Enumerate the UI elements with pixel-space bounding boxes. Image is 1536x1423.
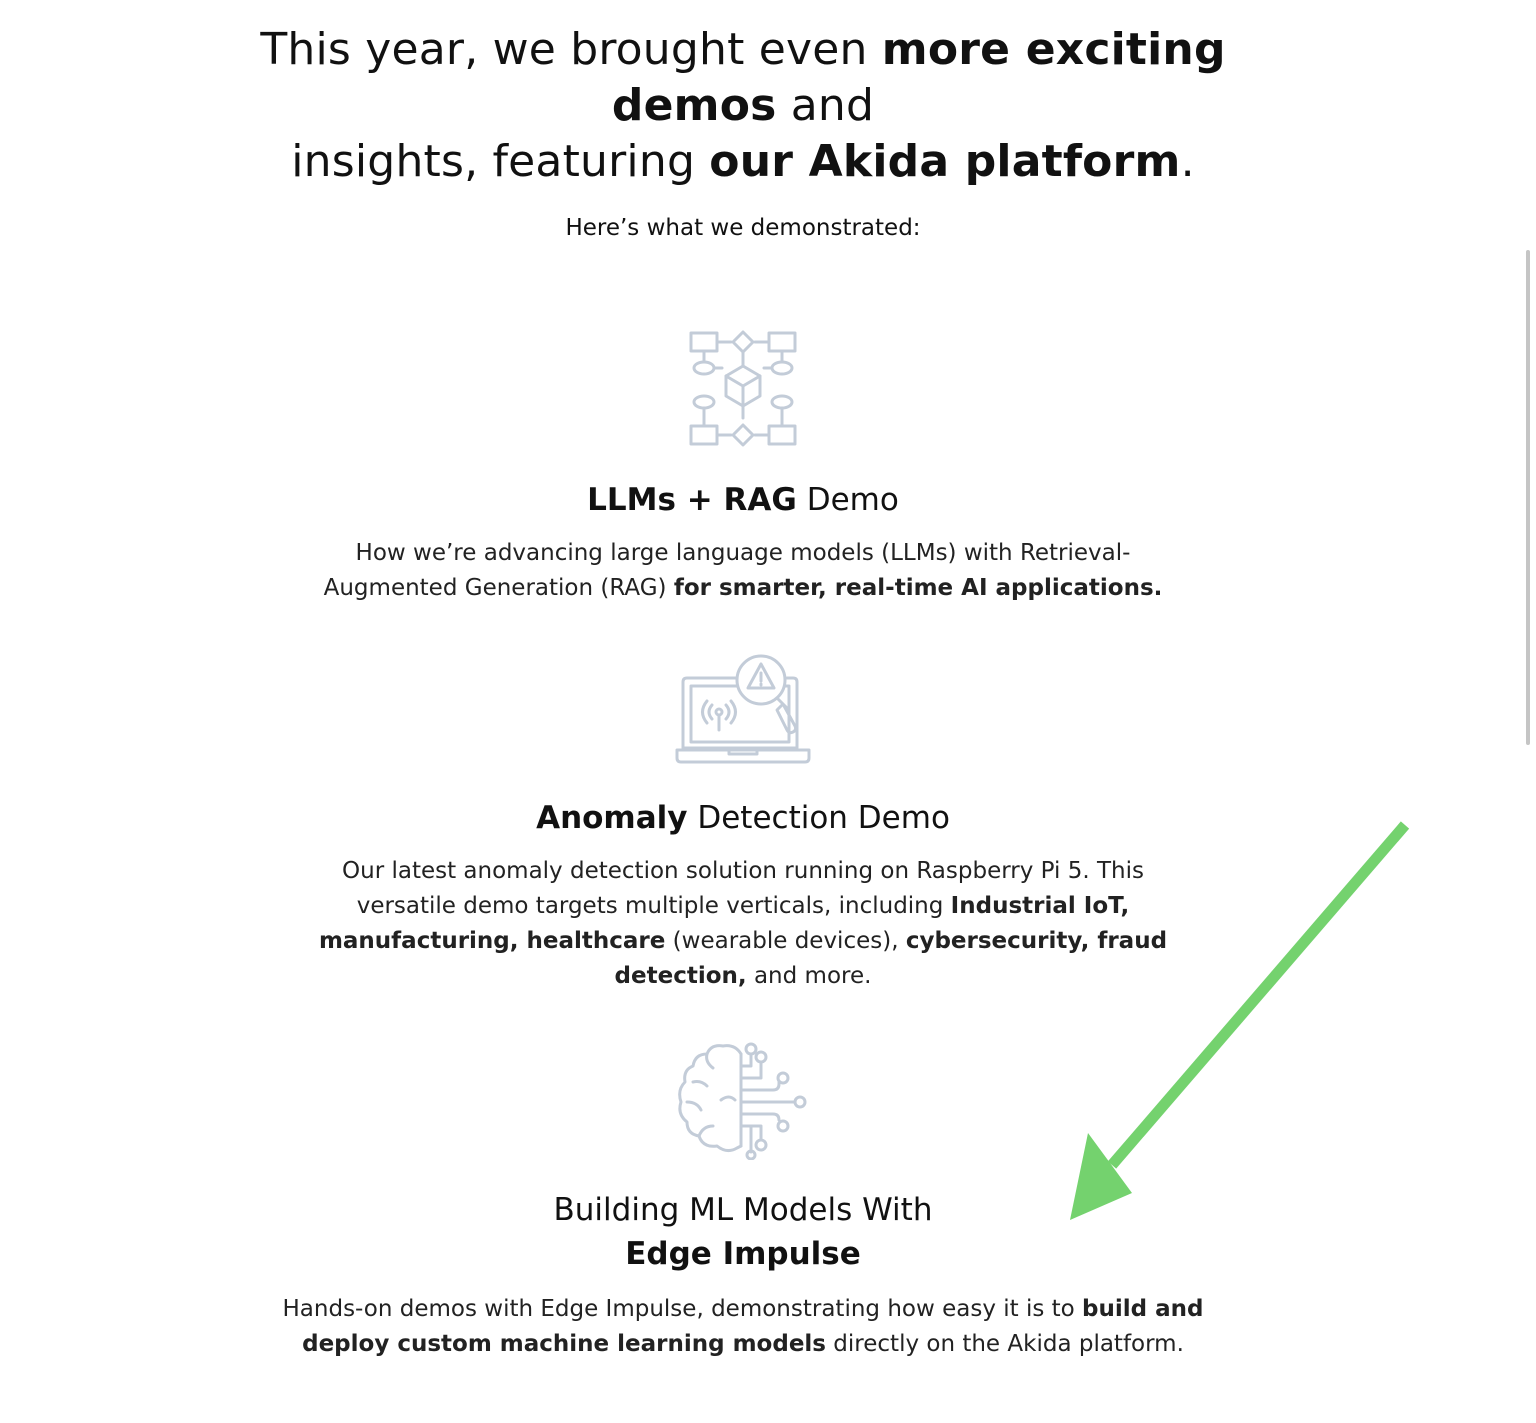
demo-desc-normal: How we’re advancing large language models (LLMs) with Retrieval-Augmented Generation (RAG) (323, 540, 1131, 601)
hero-line1-bold: more exciting (881, 24, 1226, 75)
demo-title-bold: LLMs + RAG (587, 482, 797, 518)
hero-line3-end: . (1180, 136, 1195, 187)
demo-title-normal: Detection Demo (687, 800, 950, 836)
demo-title-normal: Building ML Models With (553, 1192, 933, 1228)
demo-desc-normal-2: directly on the Akida platform. (826, 1331, 1184, 1357)
demo-llm-rag (240, 330, 1246, 606)
demo-description (298, 854, 1188, 994)
demo-desc-normal-2: (wearable devices), (665, 928, 906, 954)
demo-desc-normal: Our latest anomaly detection solution running on Raspberry Pi 5. This versatile demo targets multiple verticals, including (342, 858, 1144, 919)
demo-title-bold: Anomaly (536, 800, 688, 836)
hero-line1-normal: This year, we brought even (260, 24, 882, 75)
hero-line2-bold: demos (611, 80, 777, 131)
green-arrow-annotation (1060, 815, 1420, 1225)
demo-description (303, 536, 1183, 606)
scrollbar-thumb[interactable] (1526, 250, 1530, 745)
demo-description (253, 1292, 1233, 1362)
hero-line3-normal: insights, featuring (291, 136, 710, 187)
demo-desc-bold: build and deploy custom machine learning models (302, 1296, 1204, 1357)
demo-desc-normal-3: and more. (746, 963, 872, 989)
demo-desc-bold-2: cybersecurity, fraud detection, (614, 928, 1168, 989)
laptop-anomaly-icon (675, 650, 811, 776)
demo-desc-bold: Industrial IoT, manufacturing, healthcare (318, 893, 1130, 954)
hero-heading (240, 22, 1246, 190)
hero-line2-normal: and (776, 80, 875, 131)
demo-title-bold: Edge Impulse (625, 1236, 861, 1272)
demo-title-normal: Demo (796, 482, 899, 518)
hero-line3-bold: our Akida platform (709, 136, 1181, 187)
flowchart-cube-icon (688, 330, 798, 448)
demo-title (528, 1188, 958, 1276)
hero-subtitle: Here’s what we demonstrated: (565, 215, 921, 241)
demo-desc-normal: Hands-on demos with Edge Impulse, demonstrating how easy it is to (282, 1296, 1083, 1322)
demo-desc-bold: for smarter, real-time AI applications. (673, 575, 1163, 601)
demo-title (240, 478, 1246, 522)
brain-circuit-icon (675, 1040, 811, 1160)
